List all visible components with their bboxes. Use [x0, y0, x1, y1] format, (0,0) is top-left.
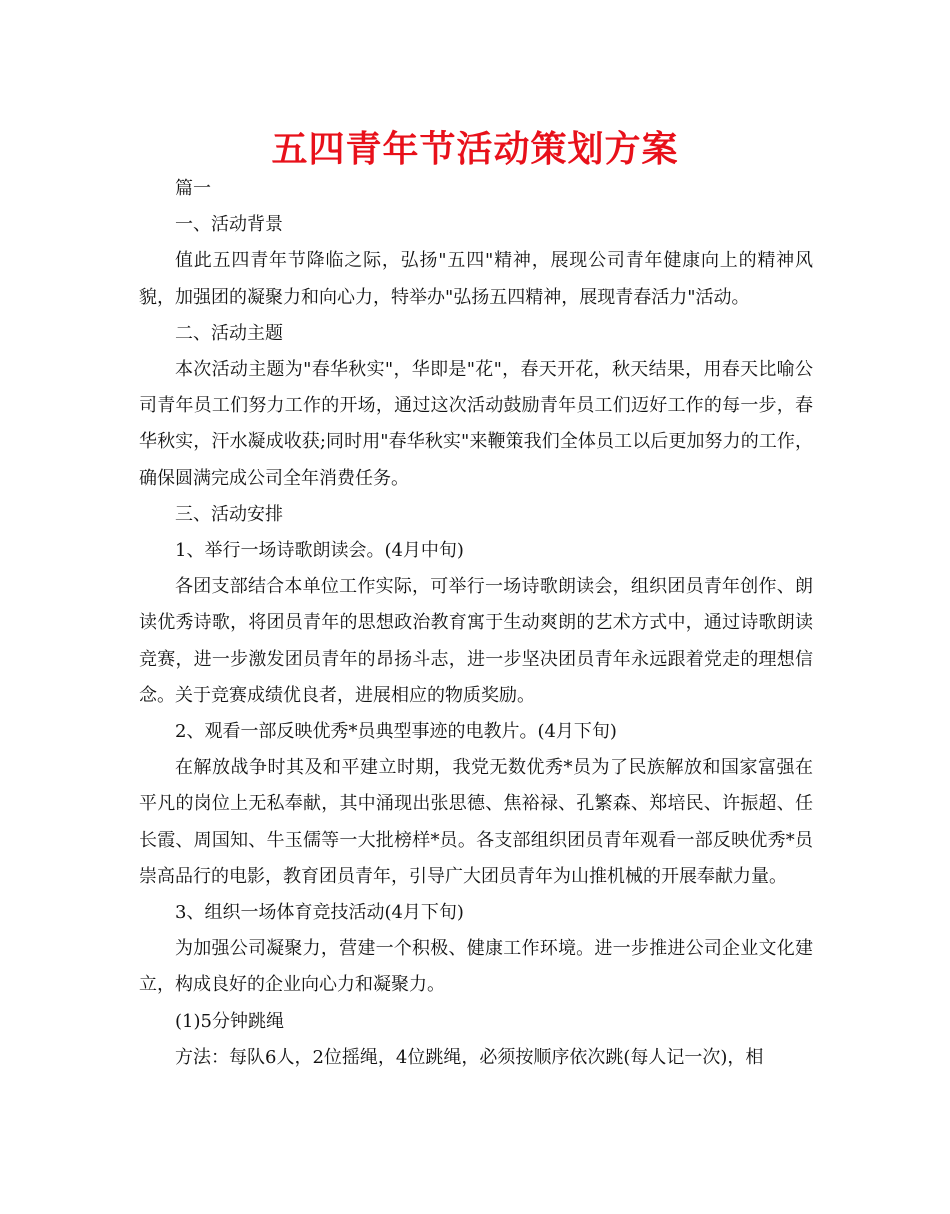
document-body	[139, 171, 813, 1076]
paragraph-poetry-reading: 各团支部结合本单位工作实际，可举行一场诗歌朗读会，组织团员青年创作、朗读优秀诗歌，将团员青年的思想政治教育寓于生动爽朗的艺术方式中，通过诗歌朗读竞赛，进一步激发团员青年的昂扬斗志，进一步坚决团员青年永远跟着党走的理想信念。关于竞赛成绩优良者，进展相应的物质奖励。	[139, 576, 813, 706]
item-rope-skipping: (1)5分钟跳绳	[175, 1010, 284, 1032]
item-sports-event: 3、组织一场体育竞技活动(4月下旬)	[175, 902, 464, 924]
section-label-part-one: 篇一	[175, 178, 211, 199]
paragraph-sports-event: 为加强公司凝聚力，营建一个积极、健康工作环境。进一步推进公司企业文化建立，构成良好的企业向心力和凝聚力。	[139, 938, 813, 996]
heading-activity-theme: 二、活动主题	[175, 322, 283, 344]
item-poetry-reading: 1、举行一场诗歌朗读会。(4月中旬)	[175, 540, 464, 562]
heading-activity-background: 一、活动背景	[175, 214, 283, 236]
paragraph-background: 值此五四青年节降临之际，弘扬"五四"精神，展现公司青年健康向上的精神风貌，加强团的凝聚力和向心力，特举办"弘扬五四精神，展现青春活力"活动。	[139, 250, 813, 308]
paragraph-theme: 本次活动主题为"春华秋实"，华即是"花"，春天开花，秋天结果，用春天比喻公司青年员工们努力工作的开场，通过这次活动鼓励青年员工们迈好工作的每一步，春华秋实，汗水凝成收获;同时用"春华秋实"来鞭策我们全体员工以后更加努力的工作，确保圆满完成公司全年消费任务。	[139, 359, 813, 489]
document-title: 五四青年节活动策划方案	[271, 129, 679, 170]
item-film-viewing: 2、观看一部反映优秀*员典型事迹的电教片。(4月下旬)	[175, 721, 617, 743]
paragraph-film-viewing: 在解放战争时其及和平建立时期，我党无数优秀*员为了民族解放和国家富强在平凡的岗位上无私奉献，其中涌现出张思德、焦裕禄、孔繁森、郑培民、许振超、任长霞、周国知、牛玉儒等一大批榜样*员。各支部组织团员青年观看一部反映优秀*员崇高品行的电影，教育团员青年，引导广大团员青年为山推机械的开展奉献力量。	[139, 757, 813, 887]
paragraph-rope-skipping-method: 方法：每队6人，2位摇绳，4位跳绳，必须按顺序依次跳(每人记一次)，相	[175, 1046, 764, 1068]
heading-activity-arrangement: 三、活动安排	[175, 503, 283, 525]
